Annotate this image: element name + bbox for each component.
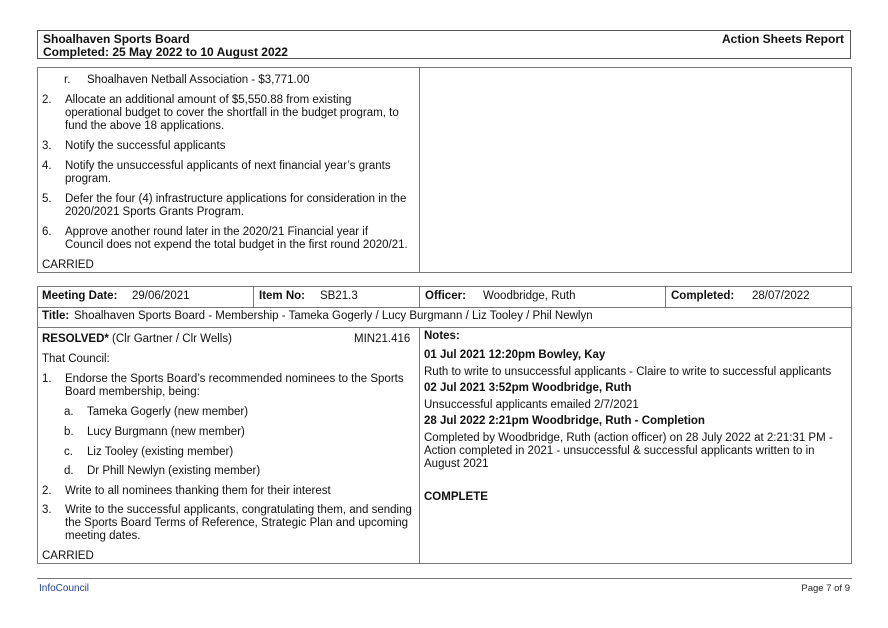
title-label: Title: [42, 310, 70, 322]
resolved-movers: (Clr Gartner / Clr Wells) [112, 333, 232, 345]
column-divider [419, 68, 420, 272]
nominee-marker: a. [64, 406, 74, 418]
list-item-line: fund the above 18 applications. [65, 120, 225, 132]
note-heading: 02 Jul 2021 3:52pm Woodbridge, Ruth [424, 382, 632, 394]
continuation-block [37, 67, 852, 273]
note-text: Ruth to write to unsuccessful applicants - Claire to write to successful applicants [424, 366, 832, 378]
note-text: Completed by Woodbridge, Ruth (action officer) on 28 July 2022 at 2:21:31 PM - [424, 432, 833, 444]
nominee-name: Dr Phill Newlyn (existing member) [87, 465, 261, 477]
list-item-line: Defer the four (4) infrastructure applications for consideration in the [65, 193, 407, 205]
cell-divider [665, 287, 666, 307]
report-type: Action Sheets Report [721, 32, 844, 46]
nominee-name: Tameka Gogerly (new member) [87, 406, 249, 418]
list-number: 6. [42, 226, 52, 238]
that-council: That Council: [42, 353, 110, 365]
note-text: Unsuccessful applicants emailed 2/7/2021 [424, 399, 639, 411]
cell-divider [419, 287, 420, 307]
completed-label: Completed: [671, 290, 735, 302]
list-number: 5. [42, 193, 52, 205]
completion-status: COMPLETE [424, 491, 488, 503]
item-no-label: Item No: [259, 290, 305, 302]
minute-reference: MIN21.416 [354, 333, 411, 345]
list-number: 1. [42, 373, 52, 385]
list-number: 3. [42, 140, 52, 152]
item-no-value: SB21.3 [320, 290, 358, 302]
column-divider [419, 327, 420, 563]
list-item-line: operational budget to cover the shortfall in the budget program, to [65, 107, 399, 119]
resolved-label: RESOLVED* [42, 333, 109, 345]
footer-rule [37, 578, 852, 579]
title-value: Shoalhaven Sports Board - Membership - Tameka Gogerly / Lucy Burgmann / Liz Tooley / Phil Newlyn [74, 310, 593, 322]
carried-status: CARRIED [42, 550, 94, 562]
nominee-name: Liz Tooley (existing member) [87, 446, 234, 458]
nominee-name: Lucy Burgmann (new member) [87, 426, 245, 438]
meeting-date-value: 29/06/2021 [132, 290, 190, 302]
list-item-line: Council does not expend the total budget in the first round 2020/21. [65, 239, 408, 251]
notes-label: Notes: [424, 330, 460, 342]
list-number: 2. [42, 485, 52, 497]
note-text: Action completed in 2021 - unsuccessful & successful applicants written to in [424, 445, 815, 457]
sub-item-marker: r. [64, 74, 71, 86]
carried-status: CARRIED [42, 259, 94, 271]
cell-divider [253, 287, 254, 307]
meeting-action-table [37, 286, 852, 564]
list-item-line: the Sports Board Terms of Reference, Strategic Plan and upcoming [65, 517, 409, 529]
meeting-info-row [38, 287, 851, 308]
list-item-line: meeting dates. [65, 530, 141, 542]
report-period: Completed: 25 May 2022 to 10 August 2022 [43, 45, 288, 59]
list-item-line: Approve another round later in the 2020/21 Financial year if [65, 226, 369, 238]
list-item-line: Write to the successful applicants, congratulating them, and sending [65, 504, 412, 516]
list-item-line: Write to all nominees thanking them for their interest [65, 485, 331, 497]
nominee-marker: c. [64, 446, 73, 458]
page-number: Page 7 of 9 [801, 583, 850, 594]
nominee-marker: d. [64, 465, 74, 477]
note-heading: 28 Jul 2022 2:21pm Woodbridge, Ruth - Completion [424, 415, 705, 427]
list-number: 2. [42, 94, 52, 106]
note-heading: 01 Jul 2021 12:20pm Bowley, Kay [424, 349, 606, 361]
officer-label: Officer: [425, 290, 466, 302]
list-item-line: Notify the successful applicants [65, 140, 226, 152]
list-number: 4. [42, 160, 52, 172]
list-item-line: program. [65, 173, 112, 185]
meeting-date-label: Meeting Date: [42, 290, 118, 302]
completed-value: 28/07/2022 [752, 290, 810, 302]
nominee-marker: b. [64, 426, 74, 438]
list-number: 3. [42, 504, 52, 516]
note-text: August 2021 [424, 458, 489, 470]
list-item-line: Endorse the Sports Board’s recommended nominees to the Sports [65, 373, 404, 385]
report-header [37, 30, 851, 59]
officer-value: Woodbridge, Ruth [483, 290, 576, 302]
footer-brand: InfoCouncil [39, 583, 90, 594]
list-item-line: Notify the unsuccessful applicants of next financial year’s grants [65, 160, 391, 172]
list-item-line: Board membership, being: [65, 386, 200, 398]
title-row [38, 307, 851, 328]
list-item-line: Allocate an additional amount of $5,550.88 from existing [65, 94, 352, 106]
list-item-line: 2020/2021 Sports Grants Program. [65, 206, 244, 218]
org-name: Shoalhaven Sports Board [43, 32, 190, 46]
sub-item-text: Shoalhaven Netball Association - $3,771.00 [87, 74, 310, 86]
